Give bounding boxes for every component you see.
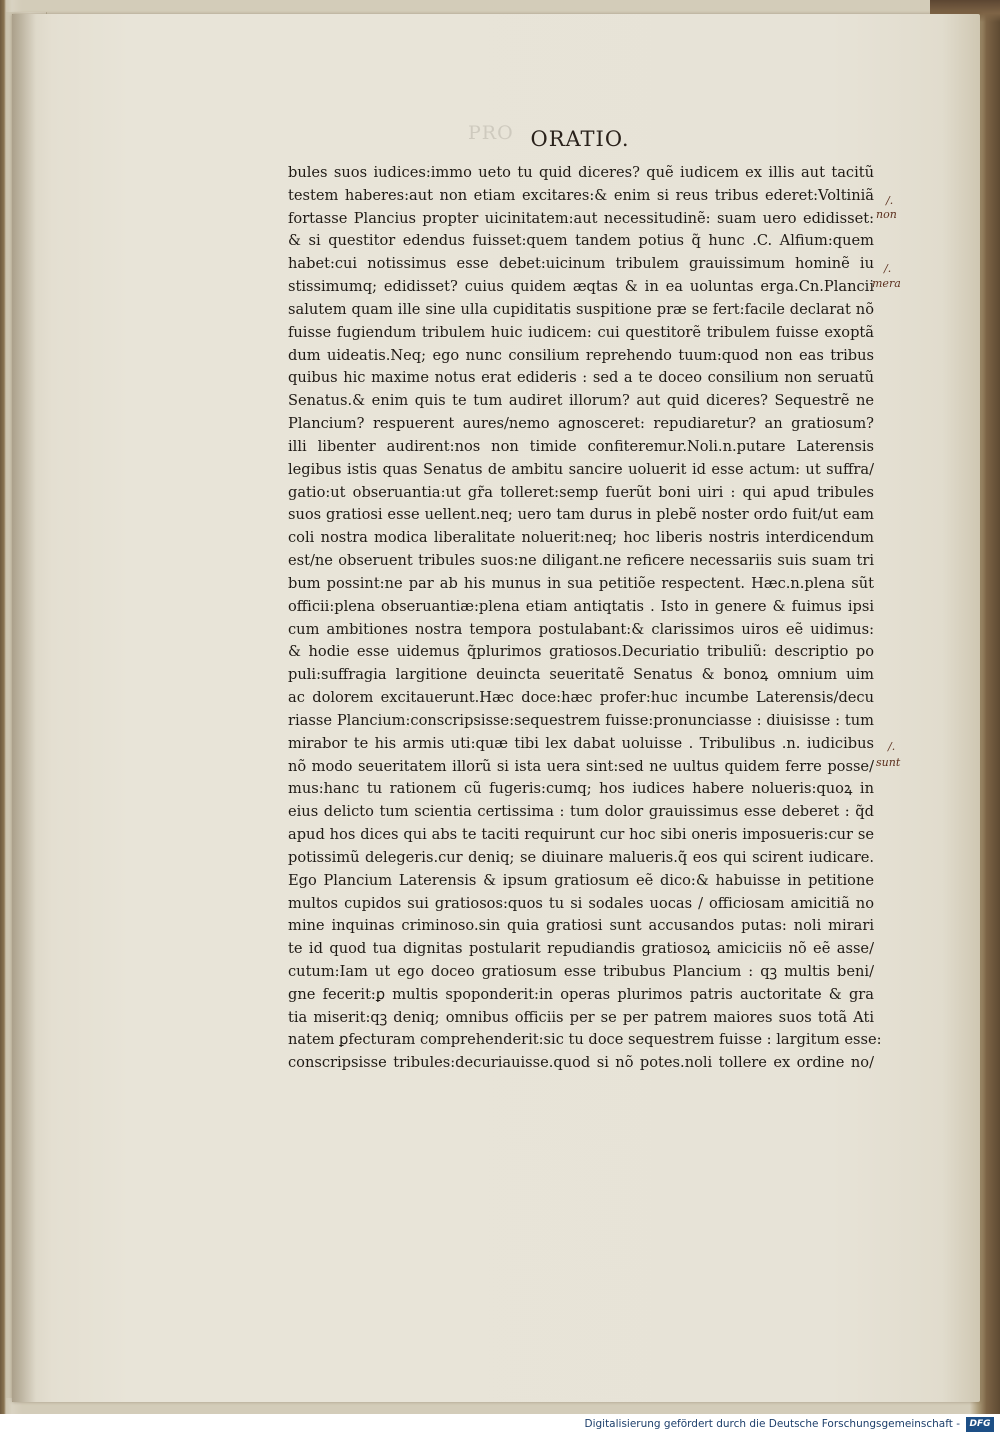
bleed-through-text: PRO (468, 122, 514, 144)
text-line: & hodie esse uidemus q̃plurimos gratiosos.Decuriatio tribuliũ: descriptio po (288, 643, 874, 661)
text-line: fuisse fugiendum tribulem huic iudicem: cui questitorẽ tribulem fuisse exoptã (288, 323, 874, 341)
text-line: multos cupidos sui gratiosos:quos tu si sodales uocas / officiosam amicitiã no (288, 894, 874, 912)
footer-bar (0, 1414, 1000, 1437)
marginal-note: /. (888, 740, 896, 753)
gutter-shadow (12, 14, 36, 1402)
text-line: suos gratiosi esse uellent.neq; uero tam durus in plebẽ noster ordo fuit/ut eam (288, 506, 874, 524)
text-line: cum ambitiones nostra tempora postulabant:& clarissimos uiros eẽ uidimus: (288, 620, 874, 638)
dfg-logo: DFG (966, 1417, 994, 1432)
text-line: stissimumq; edidisset? cuius quidem æqtas & in ea uoluntas erga.Cn.Plancii (288, 278, 874, 296)
funding-credit: Digitalisierung gefördert durch die Deutsche Forschungsgemeinschaft - (584, 1418, 960, 1430)
text-line: mirabor te his armis uti:quæ tibi lex dabat uoluisse . Tribulibus .n. iudicibus (288, 734, 874, 752)
text-line: puli:suffragia largitione deuincta seueritatẽ Senatus & bonoꝝ omnium uim (288, 666, 874, 684)
text-line: fortasse Plancius propter uicinitatem:aut necessitudinẽ: suam uero edidisset: (288, 209, 874, 227)
text-line: nõ modo seueritatem illorũ si ista uera sint:sed ne uultus quidem ferre posse/ (288, 757, 874, 775)
marginal-note: non (876, 208, 897, 221)
text-line: bules suos iudices:immo ueto tu quid diceres? quẽ iudicem ex illis aut tacitũ (288, 164, 874, 181)
running-head: ORATIO. (530, 127, 630, 151)
text-line: & si questitor edendus fuisset:quem tandem potius q̃ hunc .C. Alfium:quem (288, 232, 874, 250)
text-line: conscripsisse tribules:decuriauisse.quod si nõ potes.noli tollere ex ordine no/ (288, 1054, 874, 1072)
text-line: cutum:Iam ut ego doceo gratiosum esse tribubus Plancium : qꝫ multis beni/ (288, 962, 874, 980)
marginal-note: /. (886, 194, 894, 207)
text-line: legibus istis quas Senatus de ambitu sancire uoluerit id esse actum: ut suffra/ (288, 460, 874, 478)
text-line: tia miserit:qꝫ deniq; omnibus officiis per se per patrem maiores suos totã Ati (288, 1008, 874, 1026)
text-line: salutem quam ille sine ulla cupiditatis suspitione præ se fert:facile declarat nõ (288, 300, 874, 318)
marginal-note: mera (872, 277, 901, 290)
text-line: gne fecerit:ꝑ multis spoponderit:in operas plurimos patris auctoritate & gra (288, 985, 874, 1003)
text-line: officii:plena obseruantiæ:plena etiam antiqtatis . Isto in genere & fuimus ipsi (288, 597, 874, 615)
text-line: dum uideatis.Neq; ego nunc consilium reprehendo tuum:quod non eas tribus (288, 346, 874, 364)
text-line: ac dolorem excitauerunt.Hæc doce:hæc profer:huc incumbe Laterensis/decu (288, 689, 874, 707)
text-line: illi libenter audirent:nos non timide confiteremur.Noli.n.putare Laterensis (288, 437, 874, 455)
text-line: Senatus.& enim quis te tum audiret illorum? aut quid diceres? Sequestrẽ ne (288, 392, 874, 410)
text-line: gatio:ut obseruantia:ut gr̃a tolleret:semp fuerũt boni uiri : qui apud tribules (288, 483, 874, 501)
text-line: Plancium? respuerent aures/nemo agnosceret: repudiaretur? an gratiosum? (288, 415, 874, 433)
text-line: Ego Plancium Laterensis & ipsum gratiosum eẽ dico:& habuisse in petitione (288, 871, 874, 889)
text-block (288, 162, 882, 1075)
text-line: testem haberes:aut non etiam excitares:& enim si reus tribus ederet:Voltiniã (288, 186, 874, 204)
text-line: natem ꝑfecturam comprehenderit:sic tu doce sequestrem fuisse : largitum esse: (288, 1031, 882, 1049)
text-line: mine inquinas criminoso.sin quia gratiosi sunt accusandos putas: noli mirari (288, 917, 874, 935)
text-line: habet:cui notissimus esse debet:uicinum tribulem grauissimum hominẽ iu (288, 255, 874, 273)
marginal-note: sunt (876, 756, 901, 769)
text-line: te id quod tua dignitas postularit repudiandis gratiosoꝝ amiciciis nõ eẽ asse/ (288, 940, 874, 958)
text-line: mus:hanc tu rationem cũ fugeris:cumq; hos iudices habere nolueris:quoꝝ in (288, 780, 874, 798)
text-line: eius delicto tum scientia certissima : tum dolor grauissimus esse deberet : q̃d (288, 803, 874, 821)
text-line: apud hos dices qui abs te taciti requirunt cur hoc sibi oneris imposueris:cur se (288, 826, 874, 844)
text-line: coli nostra modica liberalitate noluerit:neq; hoc liberis nostris interdicendum (288, 529, 874, 547)
text-line: est/ne obseruent tribules suos:ne diligant.ne reficere necessariis suis suam tri (288, 552, 874, 570)
text-line: riasse Plancium:conscripsisse:sequestrem fuisse:pronunciasse : diuisisse : tum (288, 711, 874, 729)
marginal-note: /. (884, 262, 892, 275)
text-line: bum possint:ne par ab his munus in sua petitiõe respectent. Hæc.n.plena sũt (288, 574, 874, 592)
text-line: potissimũ delegeris.cur deniq; se diuinare malueris.q̃ eos qui scirent iudicare. (288, 848, 874, 866)
text-line: quibus hic maxime notus erat edideris : sed a te doceo consilium non seruatũ (288, 369, 874, 387)
